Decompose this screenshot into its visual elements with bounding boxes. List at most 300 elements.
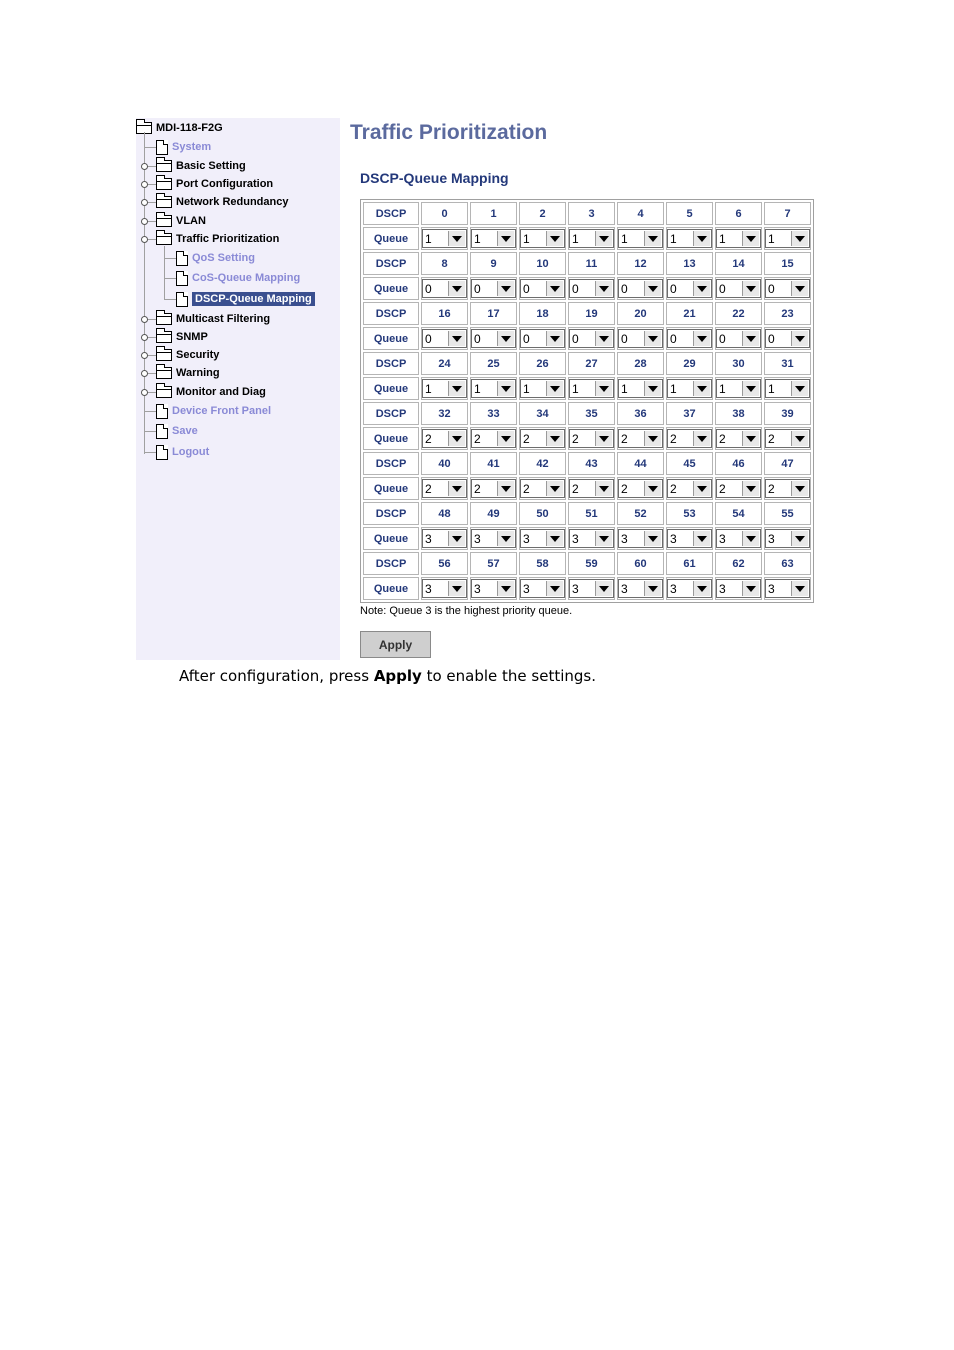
dscp-value: 20 [617, 302, 664, 325]
queue-select[interactable] [569, 579, 614, 598]
chevron-down-icon[interactable] [644, 531, 661, 546]
queue-select[interactable] [471, 429, 516, 448]
dscp-value: 11 [568, 252, 615, 275]
queue-row [363, 327, 811, 350]
queue-select[interactable] [716, 429, 761, 448]
queue-cell [421, 327, 468, 350]
queue-select[interactable] [667, 379, 712, 398]
chevron-down-icon[interactable] [448, 331, 465, 346]
dscp-value: 56 [421, 552, 468, 575]
dscp-value: 57 [470, 552, 517, 575]
queue-cell [617, 277, 664, 300]
queue-cell [568, 277, 615, 300]
queue-row [363, 427, 811, 450]
dscp-value: 46 [715, 452, 762, 475]
sidebar-item-security[interactable] [156, 346, 219, 364]
chevron-down-icon[interactable] [595, 481, 612, 496]
tree-root-label: MDI-118-F2G [156, 122, 223, 134]
queue-select-value: 0 [474, 281, 481, 296]
dscp-value: 53 [666, 502, 713, 525]
dscp-value: 60 [617, 552, 664, 575]
queue-select-value: 0 [621, 331, 628, 346]
queue-select[interactable] [422, 579, 467, 598]
dscp-value: 45 [666, 452, 713, 475]
chevron-down-icon[interactable] [448, 381, 465, 396]
queue-select[interactable] [667, 479, 712, 498]
chevron-down-icon[interactable] [448, 481, 465, 496]
queue-cell [421, 377, 468, 400]
chevron-down-icon[interactable] [595, 281, 612, 296]
chevron-down-icon[interactable] [546, 581, 563, 596]
chevron-down-icon[interactable] [742, 231, 759, 246]
dscp-value: 23 [764, 302, 811, 325]
dscp-value: 63 [764, 552, 811, 575]
queue-select[interactable] [569, 279, 614, 298]
queue-header: Queue [363, 277, 419, 300]
queue-select[interactable] [667, 429, 712, 448]
dscp-header: DSCP [363, 302, 419, 325]
queue-select-value: 0 [670, 281, 677, 296]
folder-icon [156, 313, 172, 325]
chevron-down-icon[interactable] [497, 431, 514, 446]
dscp-value: 31 [764, 352, 811, 375]
chevron-down-icon[interactable] [644, 331, 661, 346]
queue-cell [421, 227, 468, 250]
queue-select-value: 1 [523, 381, 530, 396]
dscp-queue-table [360, 199, 814, 603]
chevron-down-icon[interactable] [693, 581, 710, 596]
chevron-down-icon[interactable] [497, 531, 514, 546]
dscp-value: 13 [666, 252, 713, 275]
chevron-down-icon[interactable] [497, 231, 514, 246]
queue-select[interactable] [422, 529, 467, 548]
queue-cell [519, 427, 566, 450]
queue-select-value: 2 [670, 481, 677, 496]
queue-select[interactable] [520, 279, 565, 298]
sidebar-item-label: Logout [172, 446, 210, 458]
queue-select-value: 3 [768, 581, 775, 596]
queue-header: Queue [363, 577, 419, 600]
sidebar-item-save[interactable] [156, 422, 198, 440]
queue-row [363, 227, 811, 250]
sidebar-item-device-front-panel[interactable] [156, 402, 271, 420]
sidebar-item-dscp-queue-mapping[interactable] [176, 290, 315, 308]
expand-icon[interactable] [141, 334, 148, 341]
queue-select[interactable] [618, 529, 663, 548]
chevron-down-icon[interactable] [546, 281, 563, 296]
chevron-down-icon[interactable] [693, 481, 710, 496]
chevron-down-icon[interactable] [693, 331, 710, 346]
chevron-down-icon[interactable] [497, 281, 514, 296]
queue-cell [617, 427, 664, 450]
queue-select-value: 2 [425, 481, 432, 496]
queue-select-value: 2 [670, 431, 677, 446]
queue-select-value: 2 [474, 431, 481, 446]
queue-select[interactable] [765, 229, 810, 248]
chevron-down-icon[interactable] [693, 531, 710, 546]
chevron-down-icon[interactable] [448, 531, 465, 546]
sidebar-item-warning[interactable] [156, 364, 220, 382]
tree-connector [144, 431, 156, 432]
queue-cell [764, 227, 811, 250]
queue-select[interactable] [716, 279, 761, 298]
queue-cell [715, 527, 762, 550]
queue-cell [519, 327, 566, 350]
dscp-value: 22 [715, 302, 762, 325]
queue-header: Queue [363, 527, 419, 550]
chevron-down-icon[interactable] [644, 431, 661, 446]
queue-select-value: 0 [572, 331, 579, 346]
queue-select[interactable] [471, 479, 516, 498]
dscp-value: 37 [666, 402, 713, 425]
chevron-down-icon[interactable] [497, 381, 514, 396]
queue-select[interactable] [422, 329, 467, 348]
queue-select-value: 0 [768, 281, 775, 296]
dscp-value: 39 [764, 402, 811, 425]
sidebar-item-label: Network Redundancy [176, 196, 289, 208]
chevron-down-icon[interactable] [644, 381, 661, 396]
sidebar-item-qos-setting[interactable] [176, 249, 255, 267]
chevron-down-icon[interactable] [546, 331, 563, 346]
dscp-header: DSCP [363, 502, 419, 525]
document-icon [156, 404, 168, 419]
queue-cell [617, 477, 664, 500]
page-title: Traffic Prioritization [350, 121, 548, 144]
queue-cell [617, 377, 664, 400]
tree-connector [144, 147, 156, 148]
queue-select[interactable] [471, 379, 516, 398]
queue-cell [568, 527, 615, 550]
queue-select[interactable] [618, 229, 663, 248]
queue-select[interactable] [569, 529, 614, 548]
chevron-down-icon[interactable] [742, 481, 759, 496]
chevron-down-icon[interactable] [742, 381, 759, 396]
queue-select[interactable] [618, 429, 663, 448]
queue-header: Queue [363, 327, 419, 350]
queue-cell [568, 577, 615, 600]
queue-cell [666, 377, 713, 400]
queue-cell [519, 377, 566, 400]
queue-select[interactable] [716, 479, 761, 498]
queue-select[interactable] [667, 579, 712, 598]
dscp-value: 9 [470, 252, 517, 275]
chevron-down-icon[interactable] [546, 481, 563, 496]
queue-cell [568, 227, 615, 250]
chevron-down-icon[interactable] [791, 531, 808, 546]
chevron-down-icon[interactable] [791, 331, 808, 346]
queue-select[interactable] [422, 279, 467, 298]
queue-cell [568, 327, 615, 350]
chevron-down-icon[interactable] [595, 531, 612, 546]
queue-select[interactable] [422, 479, 467, 498]
queue-select[interactable] [422, 379, 467, 398]
dscp-value: 52 [617, 502, 664, 525]
queue-select-value: 1 [425, 381, 432, 396]
chevron-down-icon[interactable] [742, 581, 759, 596]
queue-select-value: 3 [621, 531, 628, 546]
queue-select-value: 1 [425, 231, 432, 246]
queue-select[interactable] [765, 279, 810, 298]
chevron-down-icon[interactable] [791, 431, 808, 446]
dscp-value: 36 [617, 402, 664, 425]
apply-button[interactable]: Apply [360, 631, 431, 658]
dscp-header: DSCP [363, 252, 419, 275]
sidebar-item-label: CoS-Queue Mapping [192, 272, 301, 284]
dscp-value: 61 [666, 552, 713, 575]
document-icon [156, 140, 168, 155]
queue-select-value: 3 [719, 531, 726, 546]
queue-select[interactable] [765, 479, 810, 498]
expand-icon[interactable] [141, 218, 148, 225]
sidebar-item-vlan[interactable] [156, 212, 206, 230]
sidebar-item-label: Security [176, 349, 220, 361]
queue-select-value: 2 [768, 481, 775, 496]
collapse-icon[interactable] [141, 236, 148, 243]
tree-connector [144, 452, 156, 453]
chevron-down-icon[interactable] [497, 481, 514, 496]
queue-cell [421, 477, 468, 500]
folder-icon [156, 349, 172, 361]
dscp-value: 47 [764, 452, 811, 475]
queue-cell [470, 327, 517, 350]
queue-select-value: 3 [425, 581, 432, 596]
sidebar-item-multicast-filtering[interactable] [156, 310, 270, 328]
queue-select[interactable] [520, 229, 565, 248]
dscp-header: DSCP [363, 352, 419, 375]
navigation-tree [136, 118, 340, 660]
sidebar-item-system[interactable] [156, 138, 211, 156]
caption [179, 667, 596, 685]
sidebar-item-label: SNMP [176, 331, 208, 343]
queue-select[interactable] [716, 329, 761, 348]
sidebar-item-network-redundancy[interactable] [156, 193, 288, 211]
chevron-down-icon[interactable] [644, 281, 661, 296]
chevron-down-icon[interactable] [693, 231, 710, 246]
queue-cell [764, 477, 811, 500]
chevron-down-icon[interactable] [595, 431, 612, 446]
expand-icon[interactable] [141, 370, 148, 377]
chevron-down-icon[interactable] [497, 581, 514, 596]
chevron-down-icon[interactable] [742, 281, 759, 296]
sidebar-item-traffic-prioritization[interactable] [156, 230, 279, 248]
chevron-down-icon[interactable] [742, 331, 759, 346]
queue-select[interactable] [765, 429, 810, 448]
chevron-down-icon[interactable] [644, 581, 661, 596]
queue-select[interactable] [471, 579, 516, 598]
chevron-down-icon[interactable] [693, 281, 710, 296]
queue-select-value: 3 [719, 581, 726, 596]
chevron-down-icon[interactable] [546, 231, 563, 246]
chevron-down-icon[interactable] [546, 431, 563, 446]
dscp-value: 29 [666, 352, 713, 375]
queue-cell [715, 477, 762, 500]
dscp-value: 33 [470, 402, 517, 425]
queue-select[interactable] [618, 579, 663, 598]
queue-select[interactable] [716, 529, 761, 548]
queue-cell [764, 577, 811, 600]
queue-row [363, 377, 811, 400]
document-icon [176, 271, 188, 286]
chevron-down-icon[interactable] [693, 431, 710, 446]
chevron-down-icon[interactable] [693, 381, 710, 396]
chevron-down-icon[interactable] [644, 231, 661, 246]
queue-select[interactable] [569, 379, 614, 398]
queue-select[interactable] [716, 229, 761, 248]
expand-icon[interactable] [141, 389, 148, 396]
dscp-value: 62 [715, 552, 762, 575]
chevron-down-icon[interactable] [497, 331, 514, 346]
queue-select[interactable] [667, 329, 712, 348]
dscp-row [363, 452, 811, 475]
chevron-down-icon[interactable] [448, 431, 465, 446]
queue-select[interactable] [471, 329, 516, 348]
queue-select-value: 2 [572, 481, 579, 496]
queue-header: Queue [363, 427, 419, 450]
dscp-row [363, 552, 811, 575]
queue-select[interactable] [520, 479, 565, 498]
queue-select[interactable] [765, 529, 810, 548]
sidebar-item-monitor-and-diag[interactable] [156, 383, 266, 401]
queue-select[interactable] [422, 429, 467, 448]
dscp-value: 30 [715, 352, 762, 375]
expand-icon[interactable] [141, 316, 148, 323]
queue-cell [421, 527, 468, 550]
queue-select[interactable] [520, 429, 565, 448]
dscp-header: DSCP [363, 402, 419, 425]
dscp-header: DSCP [363, 202, 419, 225]
queue-select-value: 3 [523, 581, 530, 596]
chevron-down-icon[interactable] [595, 331, 612, 346]
queue-cell [519, 277, 566, 300]
queue-cell [666, 277, 713, 300]
caption-apply-word: Apply [373, 667, 422, 685]
document-icon [156, 445, 168, 460]
queue-select[interactable] [618, 379, 663, 398]
chevron-down-icon[interactable] [791, 281, 808, 296]
queue-row [363, 527, 811, 550]
queue-cell [764, 377, 811, 400]
chevron-down-icon[interactable] [448, 281, 465, 296]
dscp-value: 38 [715, 402, 762, 425]
sidebar-item-label: DSCP-Queue Mapping [192, 292, 315, 306]
queue-select[interactable] [569, 329, 614, 348]
chevron-down-icon[interactable] [595, 381, 612, 396]
queue-select-value: 2 [474, 481, 481, 496]
chevron-down-icon[interactable] [742, 531, 759, 546]
queue-select[interactable] [667, 229, 712, 248]
queue-select[interactable] [667, 529, 712, 548]
queue-cell [666, 227, 713, 250]
queue-select[interactable] [422, 229, 467, 248]
sidebar-item-label: Traffic Prioritization [176, 233, 280, 245]
queue-cell [568, 377, 615, 400]
dscp-value: 59 [568, 552, 615, 575]
chevron-down-icon[interactable] [448, 231, 465, 246]
expand-icon[interactable] [141, 352, 148, 359]
chevron-down-icon[interactable] [448, 581, 465, 596]
queue-select-value: 2 [621, 481, 628, 496]
sidebar-item-port-configuration[interactable] [156, 175, 273, 193]
queue-cell [666, 577, 713, 600]
tree-root[interactable] [136, 119, 223, 137]
tree-connector [164, 246, 165, 300]
chevron-down-icon[interactable] [595, 231, 612, 246]
chevron-down-icon[interactable] [595, 581, 612, 596]
expand-icon[interactable] [141, 181, 148, 188]
queue-select-value: 2 [621, 431, 628, 446]
chevron-down-icon[interactable] [742, 431, 759, 446]
queue-cell [666, 527, 713, 550]
queue-select[interactable] [618, 279, 663, 298]
dscp-row [363, 302, 811, 325]
chevron-down-icon[interactable] [791, 231, 808, 246]
queue-select[interactable] [569, 429, 614, 448]
queue-select[interactable] [765, 329, 810, 348]
queue-select[interactable] [569, 229, 614, 248]
queue-select[interactable] [520, 329, 565, 348]
queue-select[interactable] [471, 279, 516, 298]
tree-connector [144, 411, 156, 412]
folder-icon [156, 215, 172, 227]
sidebar-item-cos-queue-mapping[interactable] [176, 269, 300, 287]
chevron-down-icon[interactable] [791, 581, 808, 596]
queue-cell [519, 477, 566, 500]
tree-connector [164, 278, 176, 279]
queue-cell [617, 527, 664, 550]
queue-cell [666, 427, 713, 450]
queue-select[interactable] [716, 379, 761, 398]
queue-select[interactable] [716, 579, 761, 598]
queue-select[interactable] [471, 529, 516, 548]
queue-select-value: 0 [670, 331, 677, 346]
queue-select[interactable] [618, 479, 663, 498]
chevron-down-icon[interactable] [791, 381, 808, 396]
dscp-value: 5 [666, 202, 713, 225]
queue-select[interactable] [618, 329, 663, 348]
sidebar-item-basic-setting[interactable] [156, 157, 246, 175]
queue-select-value: 1 [621, 381, 628, 396]
dscp-value: 58 [519, 552, 566, 575]
queue-select[interactable] [520, 379, 565, 398]
chevron-down-icon[interactable] [791, 481, 808, 496]
chevron-down-icon[interactable] [644, 481, 661, 496]
queue-select[interactable] [667, 279, 712, 298]
expand-icon[interactable] [141, 199, 148, 206]
queue-select[interactable] [471, 229, 516, 248]
queue-select[interactable] [520, 529, 565, 548]
queue-select-value: 0 [621, 281, 628, 296]
sidebar-item-snmp[interactable] [156, 328, 208, 346]
chevron-down-icon[interactable] [546, 381, 563, 396]
queue-select[interactable] [765, 579, 810, 598]
queue-select[interactable] [765, 379, 810, 398]
sidebar-item-logout[interactable] [156, 443, 209, 461]
queue-select-value: 1 [670, 381, 677, 396]
dscp-value: 10 [519, 252, 566, 275]
queue-cell [764, 277, 811, 300]
queue-select[interactable] [520, 579, 565, 598]
dscp-value: 54 [715, 502, 762, 525]
sidebar-item-label: Multicast Filtering [176, 313, 271, 325]
priority-note: Note: Queue 3 is the highest priority queue. [360, 605, 573, 617]
queue-select-value: 2 [523, 481, 530, 496]
queue-select[interactable] [569, 479, 614, 498]
queue-cell [715, 277, 762, 300]
sidebar-item-label: QoS Setting [192, 252, 255, 264]
expand-icon[interactable] [141, 163, 148, 170]
chevron-down-icon[interactable] [546, 531, 563, 546]
queue-cell [470, 527, 517, 550]
